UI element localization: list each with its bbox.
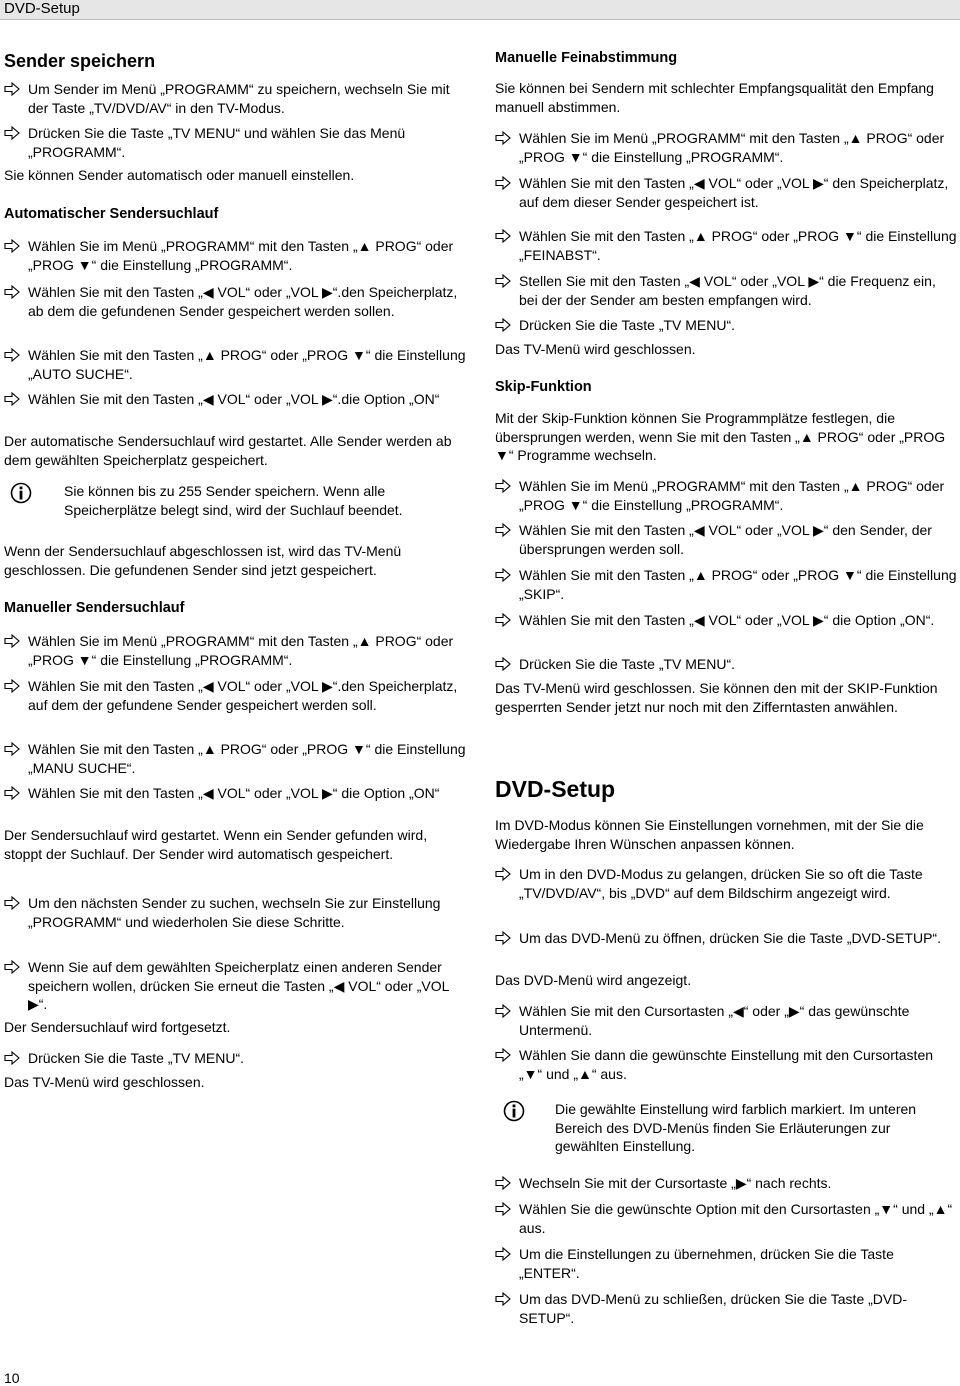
arrow-right-icon xyxy=(495,1004,511,1018)
list-item: Wählen Sie mit den Tasten „◀ VOL“ oder „VOL ▶“.den Speicherplatz, ab dem die gefundenen Sender gespeichert werden sollen. xyxy=(4,283,467,320)
arrow-right-icon xyxy=(495,1292,511,1306)
arrow-right-icon xyxy=(4,348,20,362)
fine-intro-text: Sie können bei Sendern mit schlechter Empfangsqualität den Empfang manuell abstimmen. xyxy=(495,80,934,115)
list-item: Wählen Sie mit den Tasten „◀ VOL“ oder „VOL ▶“ die Option „ON“. xyxy=(495,611,958,630)
arrow-right-icon xyxy=(495,613,511,627)
list-item: Wählen Sie mit den Tasten „▲ PROG“ oder „PROG ▼“ die Einstellung „MANU SUCHE“. xyxy=(4,740,467,777)
arrow-right-icon xyxy=(4,679,20,693)
list-item: Um das DVD-Menü zu schließen, drücken Sie die Taste „DVD-SETUP“. xyxy=(495,1290,958,1327)
list-item: Wählen Sie im Menü „PROGRAMM“ mit den Tasten „▲ PROG“ oder „PROG ▼“ die Einstellung „PROGRAMM“. xyxy=(4,237,467,274)
dvd-shown-text: Das DVD-Menü wird angezeigt. xyxy=(495,972,692,988)
section-title-dvd-setup: DVD-Setup xyxy=(495,776,616,802)
arrow-right-icon xyxy=(495,1247,511,1261)
arrow-right-icon xyxy=(495,523,511,537)
heading-skip-function: Skip-Funktion xyxy=(495,379,592,395)
list-item: Wählen Sie mit den Tasten „◀ VOL“ oder „VOL ▶“ den Sender, der übersprungen werden soll. xyxy=(495,521,958,558)
arrow-right-icon xyxy=(4,1051,20,1065)
intro-text: Sie können Sender automatisch oder manuell einstellen. xyxy=(4,167,355,183)
list-item: Um in den DVD-Modus zu gelangen, drücken Sie so oft die Taste „TV/DVD/AV“, bis „DVD“ auf dem Bildschirm angezeigt wird. xyxy=(495,865,958,902)
arrow-right-icon xyxy=(4,786,20,800)
fine-closed-text: Das TV-Menü wird geschlossen. xyxy=(495,341,696,357)
arrow-right-icon xyxy=(495,568,511,582)
list-item: Stellen Sie mit den Tasten „◀ VOL“ oder „VOL ▶“ die Frequenz ein, bei der der Sender am besten empfangen wird. xyxy=(495,272,958,309)
page-header xyxy=(0,0,960,20)
closed-text: Das TV-Menü wird geschlossen. xyxy=(4,1074,205,1090)
arrow-right-icon xyxy=(495,1048,511,1062)
info-note: Die gewählte Einstellung wird farblich markiert. Im unteren Bereich des DVD-Menüs finden Sie Erläuterungen zur gewählten Einstellung. xyxy=(495,1100,958,1156)
skip-closed-text: Das TV-Menü wird geschlossen. Sie können den mit der SKIP-Funktion gesperrten Sender jetzt nur noch mit den Zifferntasten anwählen. xyxy=(495,680,938,715)
header-title: DVD-Setup xyxy=(4,0,80,17)
list-item: Wählen Sie im Menü „PROGRAMM“ mit den Tasten „▲ PROG“ oder „PROG ▼“ die Einstellung „PROGRAMM“. xyxy=(495,477,958,514)
list-item: Drücken Sie die Taste „TV MENU“. xyxy=(495,316,958,335)
arrow-right-icon xyxy=(495,931,511,945)
arrow-right-icon xyxy=(4,896,20,910)
dvd-intro-text: Im DVD-Modus können Sie Einstellungen vornehmen, mit der Sie die Wiedergabe Ihren Wünschen anpassen können. xyxy=(495,817,924,852)
list-item: Wählen Sie mit den Tasten „◀ VOL“ oder „VOL ▶“ den Speicherplatz, auf dem dieser Sender gespeichert ist. xyxy=(495,174,958,211)
heading-manual-search: Manueller Sendersuchlauf xyxy=(4,600,185,616)
arrow-right-icon xyxy=(4,392,20,406)
arrow-right-icon xyxy=(495,176,511,190)
manual-result-text: Der Sendersuchlauf wird gestartet. Wenn ein Sender gefunden wird, stoppt der Suchlauf. Der Sender wird automatisch gespeichert. xyxy=(4,827,428,862)
auto-result-text: Der automatische Sendersuchlauf wird gestartet. Alle Sender werden ab dem gewählten Speicherplatz gespeichert. xyxy=(4,433,452,468)
continue-text: Der Sendersuchlauf wird fortgesetzt. xyxy=(4,1019,231,1035)
list-item: Wählen Sie mit den Tasten „◀ VOL“ oder „VOL ▶“ die Option „ON“ xyxy=(4,784,467,803)
arrow-right-icon xyxy=(4,960,20,974)
arrow-right-icon xyxy=(4,82,20,96)
list-item: Wählen Sie im Menü „PROGRAMM“ mit den Tasten „▲ PROG“ oder „PROG ▼“ die Einstellung „PROGRAMM“. xyxy=(495,129,958,166)
list-item: Drücken Sie die Taste „TV MENU“. xyxy=(4,1049,467,1068)
arrow-right-icon xyxy=(495,867,511,881)
arrow-right-icon xyxy=(495,274,511,288)
arrow-right-icon xyxy=(495,1202,511,1216)
after-search-text: Wenn der Sendersuchlauf abgeschlossen ist, wird das TV-Menü geschlossen. Die gefundenen Sender sind jetzt gespeichert. xyxy=(4,543,402,578)
arrow-right-icon xyxy=(4,285,20,299)
list-item: Wählen Sie mit den Tasten „▲ PROG“ oder „PROG ▼“ die Einstellung „SKIP“. xyxy=(495,566,958,603)
heading-auto-search: Automatischer Sendersuchlauf xyxy=(4,206,219,222)
arrow-right-icon xyxy=(4,742,20,756)
list-item: Um die Einstellungen zu übernehmen, drücken Sie die Taste „ENTER“. xyxy=(495,1245,958,1282)
list-item: Wählen Sie die gewünschte Option mit den Cursortasten „▼“ und „▲“ aus. xyxy=(495,1200,958,1237)
list-item: Wählen Sie dann die gewünschte Einstellung mit den Cursortasten „▼“ und „▲“ aus. xyxy=(495,1046,958,1083)
list-item: Wählen Sie im Menü „PROGRAMM“ mit den Tasten „▲ PROG“ oder „PROG ▼“ die Einstellung „PROGRAMM“. xyxy=(4,632,467,669)
list-item: Drücken Sie die Taste „TV MENU“ und wählen Sie das Menü „PROGRAMM“. xyxy=(4,124,467,161)
arrow-right-icon xyxy=(495,229,511,243)
list-item: Drücken Sie die Taste „TV MENU“. xyxy=(495,655,958,674)
section-title-sender-speichern: Sender speichern xyxy=(4,51,156,71)
page-number: 10 xyxy=(4,1370,20,1386)
info-icon xyxy=(503,1100,525,1122)
list-item: Wählen Sie mit den Tasten „▲ PROG“ oder „PROG ▼“ die Einstellung „AUTO SUCHE“. xyxy=(4,346,467,383)
list-item: Um das DVD-Menü zu öffnen, drücken Sie die Taste „DVD-SETUP“. xyxy=(495,929,958,948)
arrow-right-icon xyxy=(495,131,511,145)
list-item: Wählen Sie mit den Tasten „▲ PROG“ oder „PROG ▼“ die Einstellung „FEINABST“. xyxy=(495,227,958,264)
list-item: Wählen Sie mit den Cursortasten „◀“ oder „▶“ das gewünschte Untermenü. xyxy=(495,1002,958,1039)
skip-intro-text: Mit der Skip-Funktion können Sie Programmplätze festlegen, die übersprungen werden, wenn Sie mit den Tasten „▲ PROG“ oder „PROG ▼“ Programme wechseln. xyxy=(495,410,946,463)
arrow-right-icon xyxy=(495,318,511,332)
arrow-right-icon xyxy=(4,634,20,648)
info-icon xyxy=(10,482,32,504)
list-item: Um den nächsten Sender zu suchen, wechseln Sie zur Einstellung „PROGRAMM“ und wiederholen Sie diese Schritte. xyxy=(4,894,467,931)
list-item: Wenn Sie auf dem gewählten Speicherplatz einen anderen Sender speichern wollen, drücken Sie erneut die Tasten „◀ VOL“ oder „VOL ▶“. xyxy=(4,958,467,1014)
list-item: Wechseln Sie mit der Cursortaste „▶“ nach rechts. xyxy=(495,1174,958,1193)
arrow-right-icon xyxy=(495,657,511,671)
arrow-right-icon xyxy=(4,126,20,140)
arrow-right-icon xyxy=(495,1176,511,1190)
info-note: Sie können bis zu 255 Sender speichern. Wenn alle Speicherplätze belegt sind, wird der Suchlauf beendet. xyxy=(4,482,467,519)
list-item: Wählen Sie mit den Tasten „◀ VOL“ oder „VOL ▶“.den Speicherplatz, auf dem der gefundene Sender gespeichert werden soll. xyxy=(4,677,467,714)
list-item: Um Sender im Menü „PROGRAMM“ zu speichern, wechseln Sie mit der Taste „TV/DVD/AV“ in den TV-Modus. xyxy=(4,80,467,117)
list-item: Wählen Sie mit den Tasten „◀ VOL“ oder „VOL ▶“.die Option „ON“ xyxy=(4,390,467,409)
arrow-right-icon xyxy=(495,479,511,493)
arrow-right-icon xyxy=(4,239,20,253)
heading-fine-tuning: Manuelle Feinabstimmung xyxy=(495,50,678,66)
